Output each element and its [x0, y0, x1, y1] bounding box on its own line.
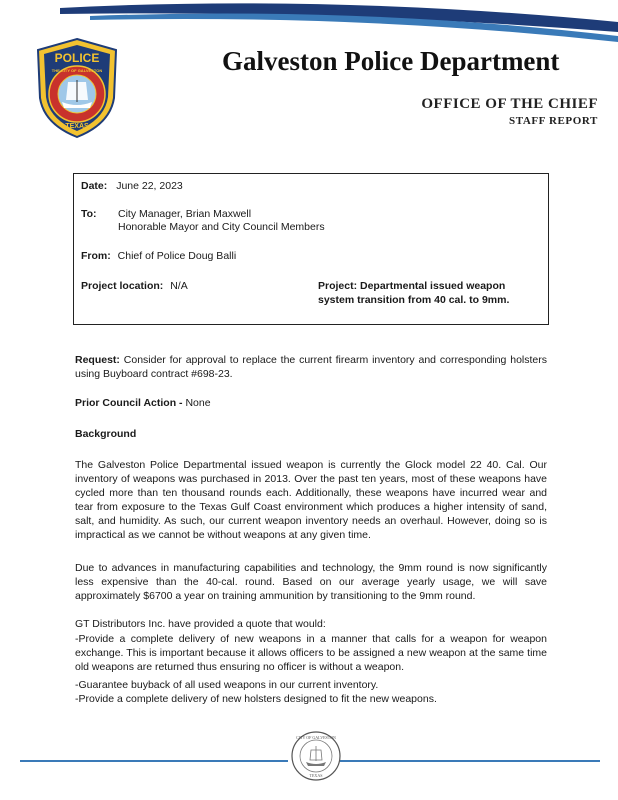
report-type: STAFF REPORT [508, 115, 598, 127]
city-seal-icon [290, 730, 342, 782]
quote-bullet-2: -Guarantee buyback of all used weapons in our current inventory. [75, 679, 379, 691]
seal-text: CITY OF GALVESTON [296, 735, 336, 740]
request-paragraph [75, 353, 547, 381]
badge-ring-text: THE CITY OF GALVESTON [51, 68, 103, 73]
office-heading: OFFICE OF THE CHIEF [421, 96, 598, 112]
prior-label: Prior Council Action - [75, 397, 183, 409]
badge-bottom-text: TEXAS [65, 123, 89, 130]
request-label: Request: [75, 354, 120, 366]
date-value: June 22, 2023 [116, 180, 183, 192]
seal-bottom-text: TEXAS [309, 773, 323, 778]
location-value: N/A [170, 280, 188, 292]
to-line-2: Honorable Mayor and City Council Members [118, 221, 325, 233]
prior-value: None [185, 397, 211, 409]
project-line-2: system transition from 40 cal. to 9mm. [318, 294, 510, 306]
memo-box [73, 173, 549, 325]
prior-council-line [75, 397, 211, 410]
background-paragraph-2: Due to advances in manufacturing capabilities and technology, the 9mm round is now significantly less expensive than the 40-cal. round. Based on our average yearly usage, we will save approximately $6700 a year on training ammunition by transitioning to the 9mm round. [75, 562, 547, 602]
footer-line-right [340, 760, 600, 762]
project-line-1: Project: Departmental issued weapon [318, 280, 506, 292]
quote-bullet-3: -Provide a complete delivery of new holsters designed to fit the new weapons. [75, 693, 437, 705]
police-badge-logo [32, 36, 122, 140]
location-label: Project location: [81, 280, 164, 292]
department-title: Galveston Police Department [222, 46, 560, 76]
from-label: From: [81, 250, 111, 262]
background-paragraph-1: The Galveston Police Departmental issued weapon is currently the Glock model 22 40. Cal. Our inventory of weapons was purchased in 2013. Over the past ten years, most of these weapons have cycled more than ten thousand rounds each. Additionally, these weapons have incurred wear and tear from exposure to the Texas Gulf Coast environment which produces a higher intensity of sand, salt, and humidity. As such, our current weapon inventory needs an overhaul. However, doing so is impractical as we cannot be without weapons at any given time. [75, 459, 547, 541]
footer-line-left [20, 760, 288, 762]
from-value: Chief of Police Doug Balli [117, 250, 237, 262]
to-label: To: [81, 208, 97, 220]
quote-bullet-1: -Provide a complete delivery of new weapons in a manner that calls for a weapon for weapon exchange. This is important because it allows officers to be assigned a new weapon at the same time old weapons are returned thus ensuring no officer is without a weapon. [75, 633, 547, 673]
to-line-1: City Manager, Brian Maxwell [118, 208, 252, 220]
background-heading: Background [75, 428, 137, 440]
date-label: Date: [81, 180, 108, 192]
request-text: Consider for approval to replace the current firearm inventory and corresponding holsters using Buyboard contract #698-23. [75, 354, 547, 380]
badge-top-text: POLICE [54, 51, 100, 65]
quote-intro: GT Distributors Inc. have provided a quote that would: [75, 618, 326, 630]
